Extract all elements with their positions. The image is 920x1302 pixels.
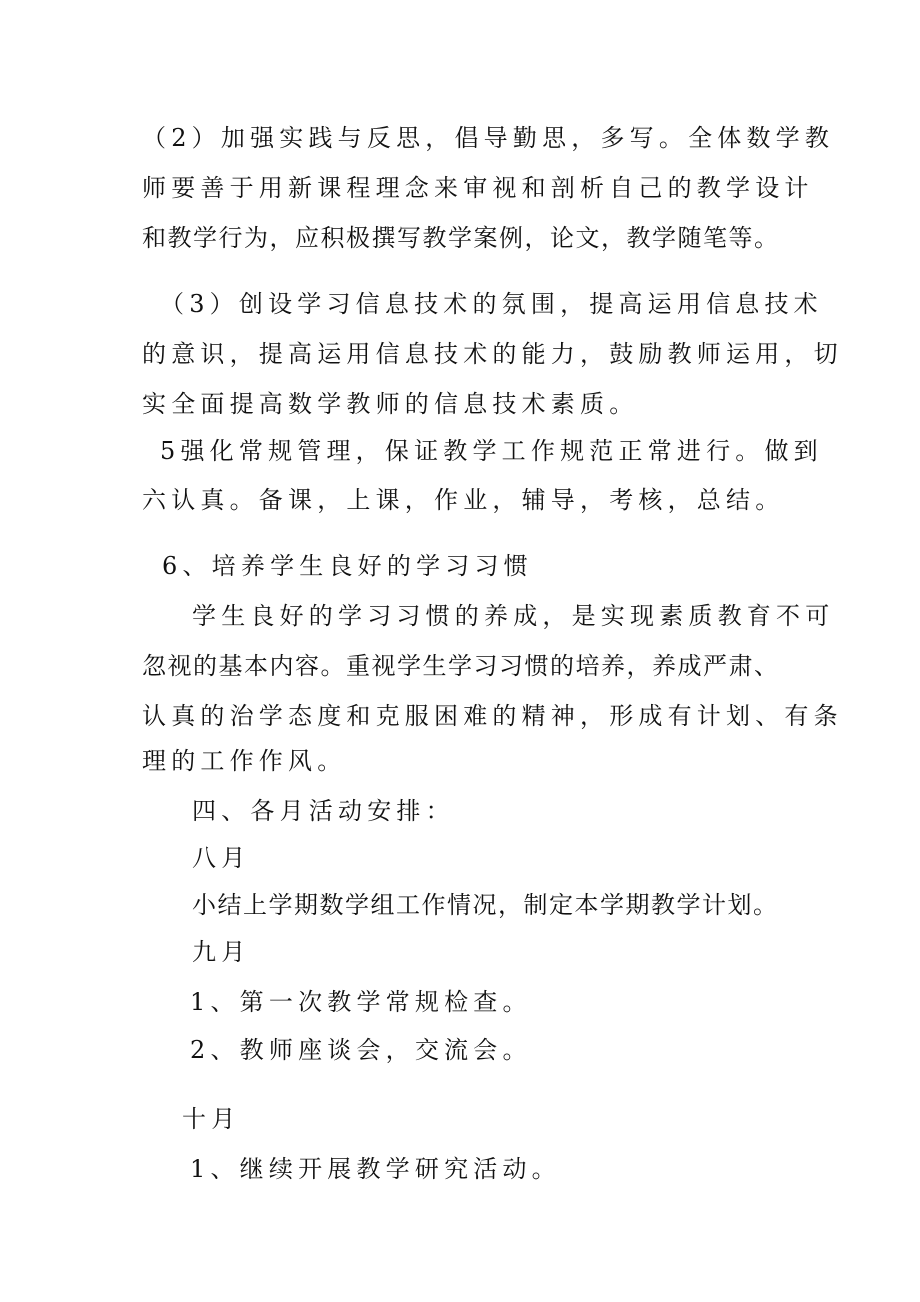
habits-paragraph-line-3: 认真的治学态度和克服困难的精神，形成有计划、有条 xyxy=(142,702,843,730)
habits-paragraph-line-4: 理的工作作风。 xyxy=(142,747,347,775)
habits-paragraph-line-1: 学生良好的学习习惯的养成，是实现素质教育不可 xyxy=(192,602,835,630)
paragraph-3-line-2: 的意识，提高运用信息技术的能力，鼓励教师运用，切 xyxy=(142,340,843,368)
habits-paragraph-line-2: 忽视的基本内容。重视学生学习习惯的培养，养成严肃、 xyxy=(142,652,780,680)
august-item-1: 小结上学期数学组工作情况，制定本学期教学计划。 xyxy=(192,891,779,919)
october-heading: 十月 xyxy=(182,1105,241,1133)
section-6-heading: 6、培养学生良好的学习习惯 xyxy=(162,552,533,580)
paragraph-2-line-2: 师要善于用新课程理念来审视和剖析自己的教学设计 xyxy=(142,174,814,202)
section-4-heading: 四、各月活动安排： xyxy=(192,797,455,825)
paragraph-3-line-3: 实全面提高数学教师的信息技术素质。 xyxy=(142,390,639,418)
paragraph-5-line-1: 5强化常规管理，保证教学工作规范正常进行。做到 xyxy=(160,437,823,465)
september-item-2: 2、教师座谈会，交流会。 xyxy=(190,1036,532,1064)
august-heading: 八月 xyxy=(192,844,251,872)
october-item-1: 1、继续开展教学研究活动。 xyxy=(190,1155,561,1183)
paragraph-2-line-3: 和教学行为，应积极撰写教学案例，论文，教学随笔等。 xyxy=(142,224,780,252)
paragraph-3-line-1: （3）创设学习信息技术的氛围，提高运用信息技术 xyxy=(160,290,823,318)
september-heading: 九月 xyxy=(192,938,251,966)
september-item-1: 1、第一次教学常规检查。 xyxy=(190,988,532,1016)
paragraph-2-line-1: （2）加强实践与反思，倡导勤思，多写。全体数学教 xyxy=(142,124,835,152)
paragraph-5-line-2: 六认真。备课，上课，作业，辅导，考核，总结。 xyxy=(142,486,785,514)
